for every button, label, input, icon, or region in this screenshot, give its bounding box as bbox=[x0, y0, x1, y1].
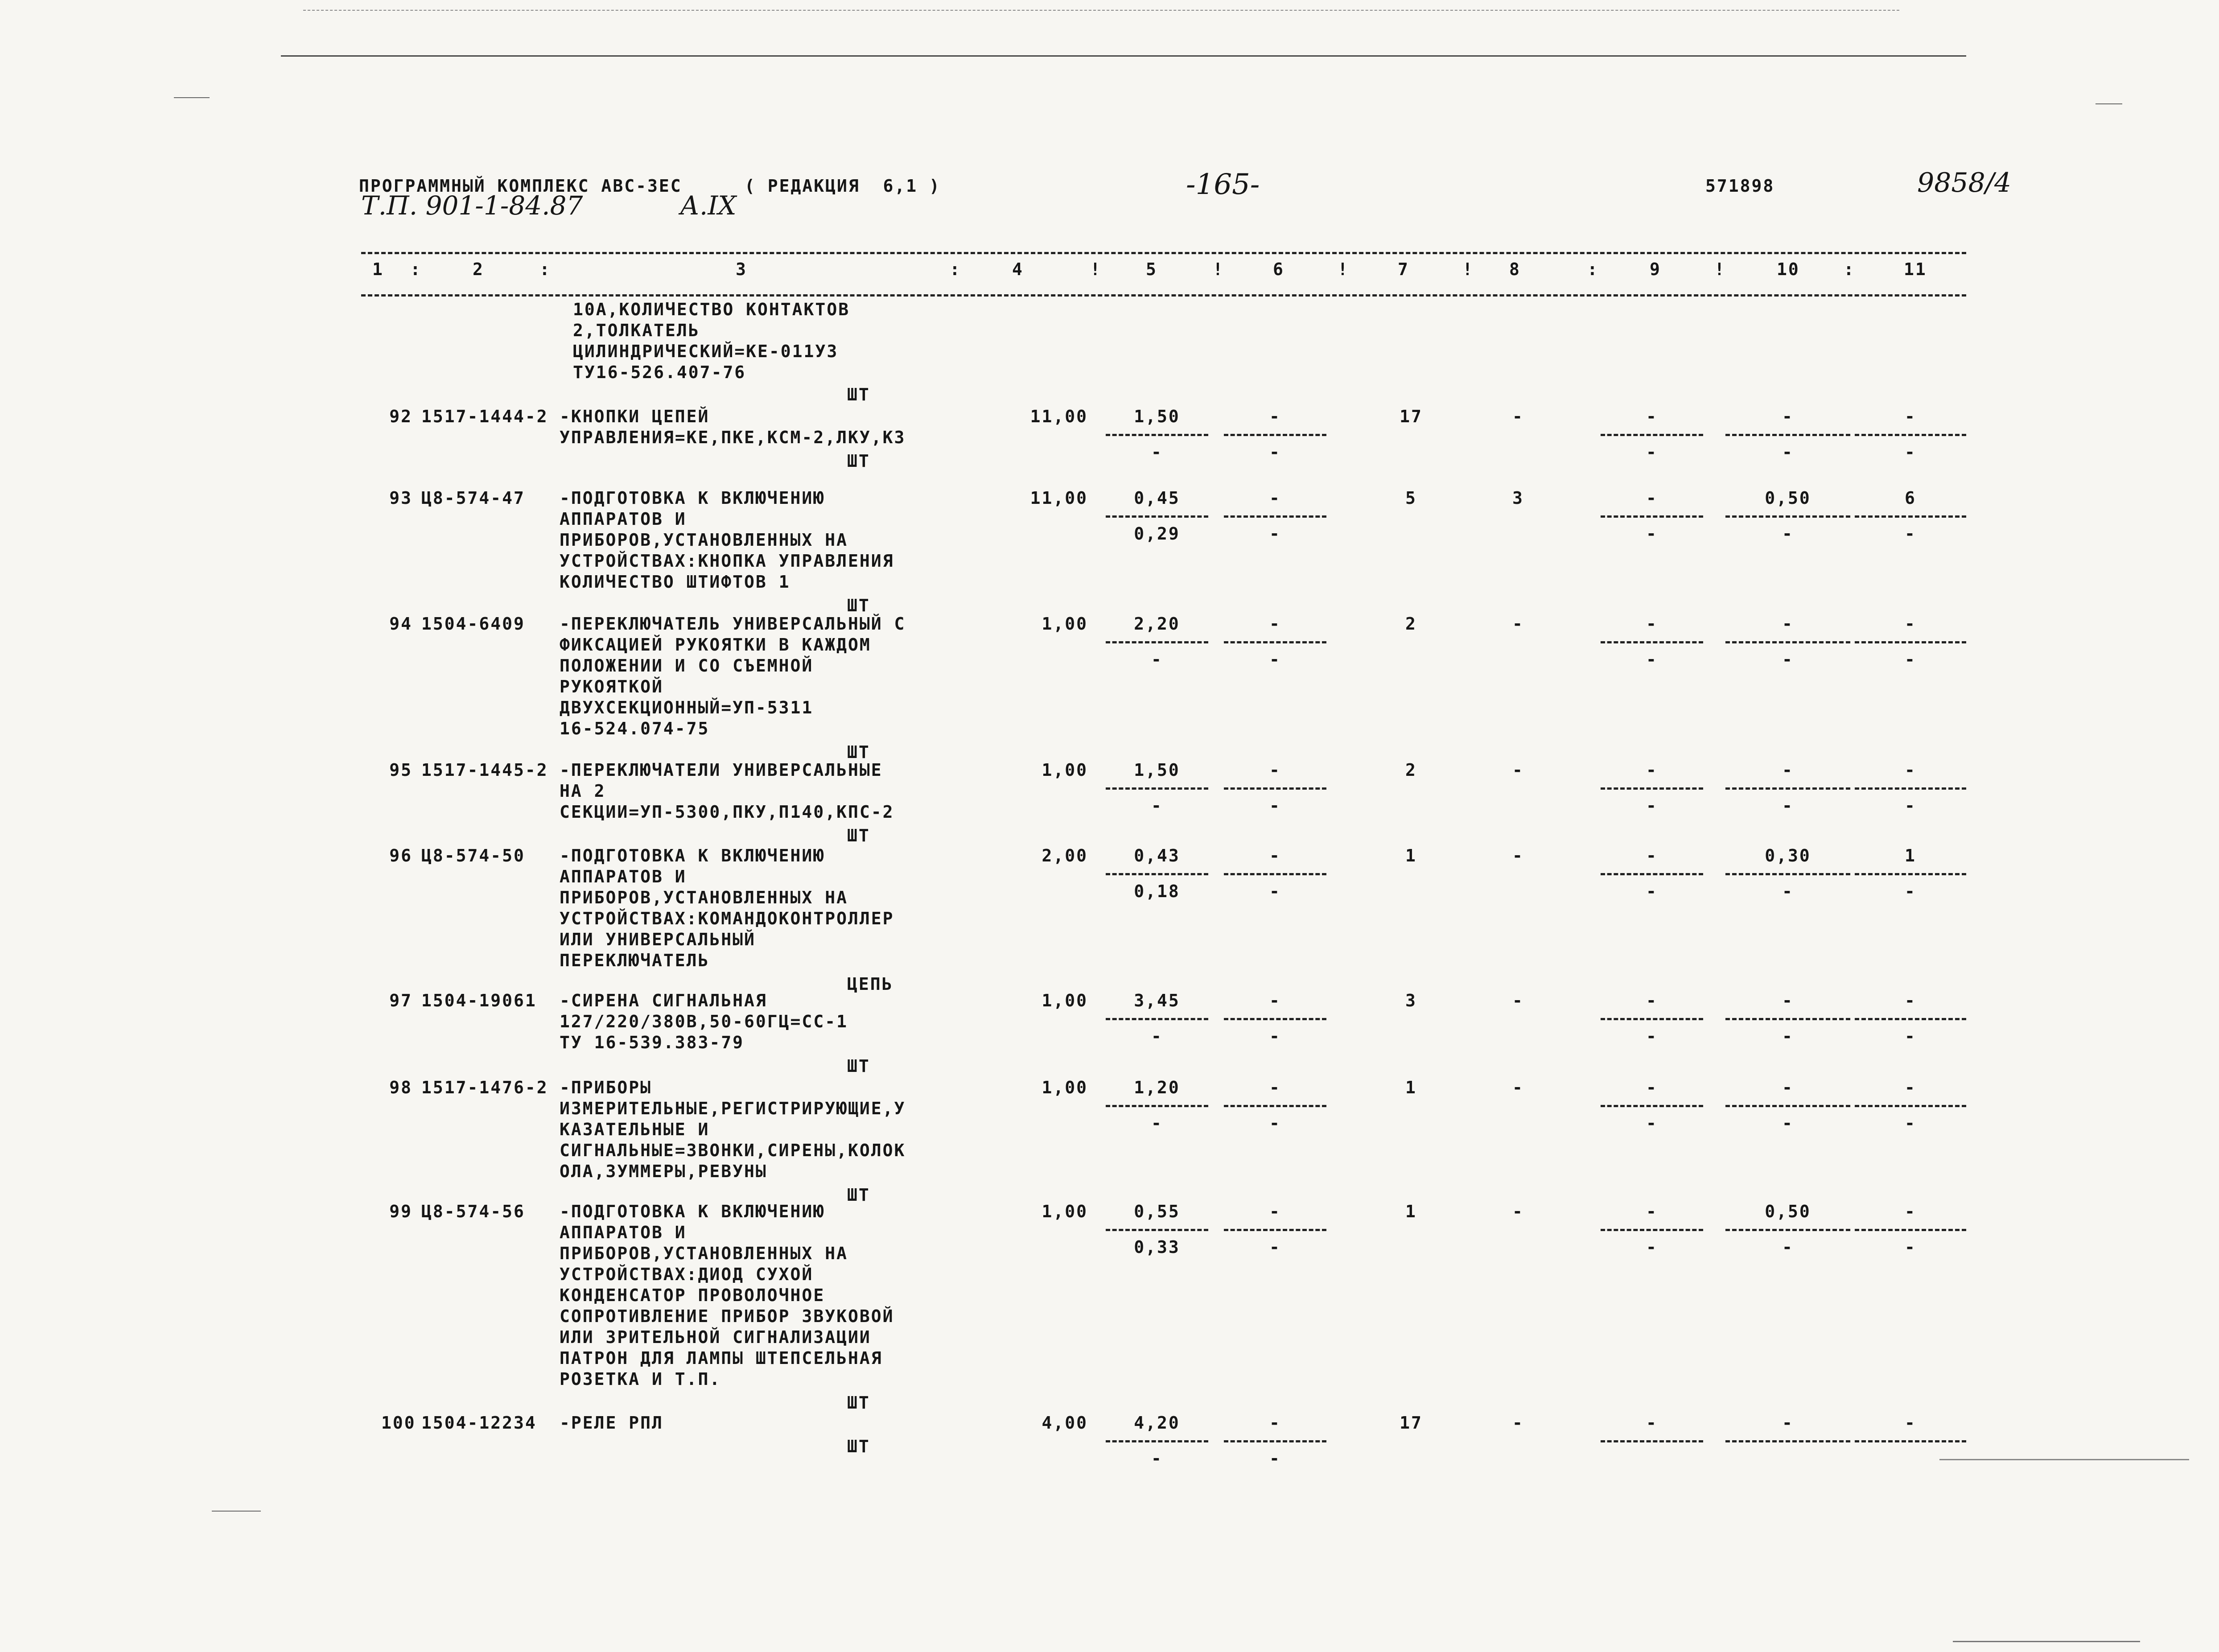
unit-label: ШТ bbox=[847, 1056, 870, 1076]
col9-sub-value: - bbox=[1646, 524, 1658, 544]
description-line: 127/220/380В,50-60ГЦ=СС-1 bbox=[560, 1012, 848, 1031]
description-line: 10А,КОЛИЧЕСТВО КОНТАКТОВ bbox=[573, 300, 850, 319]
value-underline bbox=[1855, 1440, 1966, 1442]
value-underline bbox=[1725, 1018, 1850, 1020]
col6-value: - bbox=[1269, 1078, 1281, 1097]
col6-value: - bbox=[1269, 614, 1281, 634]
col6-sub-value: - bbox=[1269, 796, 1281, 816]
col8-value: - bbox=[1512, 991, 1524, 1010]
value-underline bbox=[1224, 1440, 1326, 1442]
value-underline bbox=[1725, 1440, 1850, 1442]
col10-sub-value: - bbox=[1782, 442, 1794, 462]
value-underline bbox=[1601, 641, 1703, 643]
description-line: УСТРОЙСТВАХ:КОМАНДОКОНТРОЛЛЕР bbox=[560, 909, 894, 928]
item-code: Ц8-574-50 bbox=[421, 846, 525, 865]
col7-value: 3 bbox=[1405, 991, 1417, 1010]
col5-value: 0,55 bbox=[1134, 1202, 1180, 1221]
quantity-value: 4,00 bbox=[1042, 1413, 1088, 1433]
value-underline bbox=[1601, 1440, 1703, 1442]
item-code: 1517-1445-2 bbox=[421, 760, 548, 780]
scanned-document-page: ПРОГРАММНЫЙ КОМПЛЕКС АВС-3ЕС ( РЕДАКЦИЯ 6,1 ) -165- 571898 9858/4 Т.П. 901-1-84.87 А.IX 1 : 2 : 3 : 4 ! 5 ! 6 ! 7 ! 8 : 9 ! 10 : 11 10А,КОЛИЧЕСТВО КОНТАКТОВ 2,ТОЛКАТЕЛЬ ЦИЛИНДРИЧЕСКИЙ=КЕ-011У3 ТУ16-526.407-76 ШТ 92 1517-1444-2 -КНОПКИ ЦЕПЕЙ УПРАВЛЕНИЯ=КЕ,ПКЕ,КСМ-2,ЛКУ,КЗ ШТ 11,00 1,50 - 17 - - - - - - - - - 93 Ц8-574-47 -ПОДГОТОВКА К ВКЛЮЧЕНИЮ АППАРАТОВ И ПРИБОРОВ,УСТАНОВЛЕННЫХ НА УСТРОЙСТВАХ:КНОПКА УПРАВЛЕНИЯ КОЛИЧЕСТВО ШТИФТОВ 1 ШТ 11,00 0,45 - 5 3 - 0,50 6 0,29 - - - - 94 1504-6409 -ПЕРЕКЛЮЧАТЕЛЬ УНИВЕРСАЛЬНЫЙ С ФИКСАЦИЕЙ РУКОЯТКИ В КАЖДОМ ПОЛОЖЕНИИ И СО СЪЕМНОЙ РУКОЯТКОЙ ДВУХСЕКЦИОННЫЙ=УП-5311 16-524.074-75 ШТ 1,00 2,20 - 2 - - - - - - - - - 95 1517-1445-2 -ПЕРЕКЛЮЧАТЕЛИ УНИВЕРСАЛЬНЫЕ НА 2 СЕКЦИИ=УП-5300,ПКУ,П140,КПС-2 ШТ 1,00 1,50 - 2 - - - - - - - - - 96 Ц8-574-50 -ПОДГОТОВКА К ВКЛЮЧЕНИЮ АППАРАТОВ И ПРИБОРОВ,УСТАНОВЛЕННЫХ НА УСТРОЙСТВАХ:КОМАНДОКОНТРОЛЛЕР ИЛИ УНИВЕРСАЛЬНЫЙ ПЕРЕКЛЮЧАТЕЛЬ ЦЕПЬ 2,00 0,43 - 1 - - 0,30 1 0,18 - - - - 97 1504-19061 -СИРЕНА СИГНАЛЬНАЯ 127/220/380В,50-60ГЦ=СС-1 ТУ 16-539.383-79 ШТ 1,00 3,45 - 3 - - - - - - - - - 98 1517-1476-2 -ПРИБОРЫ ИЗМЕРИТЕЛЬНЫЕ,РЕГИСТРИРУЮЩИЕ,У КАЗАТЕЛЬНЫЕ И СИГНАЛЬНЫЕ=ЗВОНКИ,СИРЕНЫ,КОЛОК ОЛА,ЗУММЕРЫ,РЕВУНЫ ШТ 1,00 1,20 - 1 - - - - - - - - - 99 Ц8-574-56 -ПОДГОТОВКА К ВКЛЮЧЕНИЮ АППАРАТОВ И ПРИБОРОВ,УСТАНОВЛЕННЫХ НА УСТРОЙСТВАХ:ДИОД СУХОЙ КОНДЕНСАТОР ПРОВОЛОЧНОЕ СОПРОТИВЛЕНИЕ ПРИБОР ЗВУКОВОЙ ИЛИ ЗРИТЕЛЬНОЙ СИГНАЛИЗАЦИИ ПАТРОН ДЛЯ ЛАМПЫ ШТЕПСЕЛЬНАЯ РОЗЕТКА И Т.П. ШТ 1,00 0,55 - 1 - - 0,50 - 0,33 - - - - 100 1504-12234 -РЕЛЕ РПЛ ШТ 4,00 4,20 - 17 - - - - - - bbox=[0, 0, 2219, 1652]
description-line: ФИКСАЦИЕЙ РУКОЯТКИ В КАЖДОМ bbox=[560, 635, 871, 655]
col8-value: - bbox=[1512, 1078, 1524, 1097]
col6-value: - bbox=[1269, 991, 1281, 1010]
value-underline bbox=[1855, 787, 1966, 790]
description-line: -ПЕРЕКЛЮЧАТЕЛИ УНИВЕРСАЛЬНЫЕ bbox=[560, 760, 883, 780]
description-line: ИЗМЕРИТЕЛЬНЫЕ,РЕГИСТРИРУЮЩИЕ,У bbox=[560, 1099, 906, 1118]
description-line: НА 2 bbox=[560, 781, 606, 801]
col6-value: - bbox=[1269, 407, 1281, 426]
col11-sub-value: - bbox=[1905, 1026, 1916, 1046]
col6-sub-value: - bbox=[1269, 442, 1281, 462]
value-underline bbox=[1224, 641, 1326, 643]
description-line: 16-524.074-75 bbox=[560, 719, 710, 738]
col-header-4: 4 bbox=[1012, 260, 1024, 279]
col5-value: 4,20 bbox=[1134, 1413, 1180, 1433]
col-header-6: 6 bbox=[1273, 260, 1284, 279]
col9-value: - bbox=[1646, 1202, 1658, 1221]
value-underline bbox=[1601, 1229, 1703, 1231]
col5-value: 0,43 bbox=[1134, 846, 1180, 865]
col5-sub-value: - bbox=[1151, 1026, 1163, 1046]
value-underline bbox=[1725, 515, 1850, 518]
col11-value: - bbox=[1905, 1202, 1916, 1221]
edition-label: ( РЕДАКЦИЯ 6,1 ) bbox=[745, 176, 941, 196]
description-line: КАЗАТЕЛЬНЫЕ И bbox=[560, 1120, 710, 1139]
col9-value: - bbox=[1646, 407, 1658, 426]
col5-sub-value: - bbox=[1151, 796, 1163, 816]
value-underline bbox=[1106, 787, 1208, 790]
col11-value: - bbox=[1905, 991, 1916, 1010]
col5-sub-value: - bbox=[1151, 1113, 1163, 1133]
col5-value: 1,50 bbox=[1134, 407, 1180, 426]
value-underline bbox=[1224, 1105, 1326, 1107]
col10-sub-value: - bbox=[1782, 524, 1794, 544]
col6-value: - bbox=[1269, 1202, 1281, 1221]
value-underline bbox=[1725, 641, 1850, 643]
quantity-value: 1,00 bbox=[1042, 991, 1088, 1010]
col7-value: 5 bbox=[1405, 488, 1417, 508]
description-line: ОЛА,ЗУММЕРЫ,РЕВУНЫ bbox=[560, 1162, 767, 1181]
item-number: 93 bbox=[389, 488, 412, 508]
description-line: 2,ТОЛКАТЕЛЬ bbox=[573, 321, 700, 340]
value-underline bbox=[1855, 1229, 1966, 1231]
item-number: 96 bbox=[389, 846, 412, 865]
item-number: 95 bbox=[389, 760, 412, 780]
col11-value: 6 bbox=[1905, 488, 1916, 508]
col10-sub-value: - bbox=[1782, 1237, 1794, 1257]
description-line: -ПРИБОРЫ bbox=[560, 1078, 652, 1097]
description-line: РОЗЕТКА И Т.П. bbox=[560, 1369, 721, 1389]
col5-sub-value: 0,33 bbox=[1134, 1237, 1180, 1257]
col11-value: 1 bbox=[1905, 846, 1916, 865]
col11-value: - bbox=[1905, 1078, 1916, 1097]
value-underline bbox=[1106, 1018, 1208, 1020]
description-line: ДВУХСЕКЦИОННЫЙ=УП-5311 bbox=[560, 698, 814, 717]
col9-value: - bbox=[1646, 846, 1658, 865]
description-line: ЦИЛИНДРИЧЕСКИЙ=КЕ-011У3 bbox=[573, 342, 839, 361]
value-underline bbox=[1855, 434, 1966, 436]
value-underline bbox=[1601, 787, 1703, 790]
col9-value: - bbox=[1646, 760, 1658, 780]
col11-sub-value: - bbox=[1905, 1113, 1916, 1133]
item-code: Ц8-574-47 bbox=[421, 488, 525, 508]
description-line: ПОЛОЖЕНИИ И СО СЪЕМНОЙ bbox=[560, 656, 814, 676]
col8-value: - bbox=[1512, 407, 1524, 426]
description-line: ПЕРЕКЛЮЧАТЕЛЬ bbox=[560, 951, 710, 970]
col7-value: 1 bbox=[1405, 846, 1417, 865]
value-underline bbox=[1725, 787, 1850, 790]
col9-sub-value: - bbox=[1646, 1026, 1658, 1046]
description-line: СИГНАЛЬНЫЕ=ЗВОНКИ,СИРЕНЫ,КОЛОК bbox=[560, 1141, 906, 1160]
col10-sub-value: - bbox=[1782, 1113, 1794, 1133]
quantity-value: 1,00 bbox=[1042, 1202, 1088, 1221]
quantity-value: 11,00 bbox=[1030, 407, 1088, 426]
col5-value: 0,45 bbox=[1134, 488, 1180, 508]
quantity-value: 1,00 bbox=[1042, 614, 1088, 634]
unit-label: ШТ bbox=[847, 596, 870, 615]
scan-mark bbox=[212, 1511, 261, 1512]
description-line: ПАТРОН ДЛЯ ЛАМПЫ ШТЕПСЕЛЬНАЯ bbox=[560, 1348, 883, 1368]
col7-value: 17 bbox=[1400, 407, 1423, 426]
value-underline bbox=[1855, 515, 1966, 518]
col5-value: 3,45 bbox=[1134, 991, 1180, 1010]
col-header-7: 7 bbox=[1398, 260, 1409, 279]
description-line: ПРИБОРОВ,УСТАНОВЛЕННЫХ НА bbox=[560, 530, 848, 550]
col6-value: - bbox=[1269, 488, 1281, 508]
col11-sub-value: - bbox=[1905, 524, 1916, 544]
col8-value: 3 bbox=[1512, 488, 1524, 508]
quantity-value: 11,00 bbox=[1030, 488, 1088, 508]
value-underline bbox=[1106, 1105, 1208, 1107]
description-line: ТУ16-526.407-76 bbox=[573, 363, 746, 382]
description-line: -ПОДГОТОВКА К ВКЛЮЧЕНИЮ bbox=[560, 1202, 825, 1221]
value-underline bbox=[1725, 1229, 1850, 1231]
col10-value: - bbox=[1782, 614, 1794, 634]
col6-sub-value: - bbox=[1269, 882, 1281, 901]
col6-value: - bbox=[1269, 760, 1281, 780]
col10-value: - bbox=[1782, 760, 1794, 780]
description-line: РУКОЯТКОЙ bbox=[560, 677, 663, 696]
scan-mark bbox=[1939, 1459, 2189, 1460]
header-rule-bottom bbox=[361, 294, 1966, 297]
col5-sub-value: - bbox=[1151, 442, 1163, 462]
description-line: СОПРОТИВЛЕНИЕ ПРИБОР ЗВУКОВОЙ bbox=[560, 1306, 894, 1326]
value-underline bbox=[1725, 434, 1850, 436]
col11-value: - bbox=[1905, 760, 1916, 780]
col10-value: 0,30 bbox=[1765, 846, 1811, 865]
col5-value: 1,20 bbox=[1134, 1078, 1180, 1097]
page-number: -165- bbox=[1186, 168, 1260, 201]
description-line: СЕКЦИИ=УП-5300,ПКУ,П140,КПС-2 bbox=[560, 802, 894, 822]
description-line: ИЛИ УНИВЕРСАЛЬНЫЙ bbox=[560, 930, 756, 949]
col6-sub-value: - bbox=[1269, 1449, 1281, 1468]
description-line: -ПЕРЕКЛЮЧАТЕЛЬ УНИВЕРСАЛЬНЫЙ С bbox=[560, 614, 906, 634]
col6-sub-value: - bbox=[1269, 1026, 1281, 1046]
unit-label: ШТ bbox=[847, 451, 870, 471]
col9-sub-value: - bbox=[1646, 442, 1658, 462]
col9-value: - bbox=[1646, 1078, 1658, 1097]
scan-edge-line bbox=[303, 10, 1899, 11]
description-line: -СИРЕНА СИГНАЛЬНАЯ bbox=[560, 991, 767, 1010]
description-line: КОНДЕНСАТОР ПРОВОЛОЧНОЕ bbox=[560, 1285, 825, 1305]
col10-sub-value: - bbox=[1782, 650, 1794, 669]
col9-sub-value: - bbox=[1646, 1113, 1658, 1133]
description-line: КОЛИЧЕСТВО ШТИФТОВ 1 bbox=[560, 572, 790, 592]
description-line: УСТРОЙСТВАХ:ДИОД СУХОЙ bbox=[560, 1265, 814, 1284]
col5-sub-value: 0,18 bbox=[1134, 882, 1180, 901]
description-line: УСТРОЙСТВАХ:КНОПКА УПРАВЛЕНИЯ bbox=[560, 551, 894, 571]
description-line: ПРИБОРОВ,УСТАНОВЛЕННЫХ НА bbox=[560, 1244, 848, 1263]
col8-value: - bbox=[1512, 1202, 1524, 1221]
col11-sub-value: - bbox=[1905, 882, 1916, 901]
unit-label: ШТ bbox=[847, 1393, 870, 1413]
col11-value: - bbox=[1905, 614, 1916, 634]
description-line: -КНОПКИ ЦЕПЕЙ bbox=[560, 407, 710, 426]
unit-label: ШТ bbox=[847, 742, 870, 762]
value-underline bbox=[1224, 1229, 1326, 1231]
album-code: А.IX bbox=[680, 190, 737, 221]
description-line: -ПОДГОТОВКА К ВКЛЮЧЕНИЮ bbox=[560, 488, 825, 508]
col11-value: - bbox=[1905, 407, 1916, 426]
col-header-8: 8 bbox=[1509, 260, 1521, 279]
item-number: 92 bbox=[389, 407, 412, 426]
col9-value: - bbox=[1646, 614, 1658, 634]
value-underline bbox=[1224, 515, 1326, 518]
col5-sub-value: 0,29 bbox=[1134, 524, 1180, 544]
value-underline bbox=[1855, 1105, 1966, 1107]
item-code: 1504-12234 bbox=[421, 1413, 537, 1433]
value-underline bbox=[1106, 1229, 1208, 1231]
col10-value: - bbox=[1782, 1413, 1794, 1433]
document-number: 571898 bbox=[1705, 176, 1775, 196]
col10-value: 0,50 bbox=[1765, 1202, 1811, 1221]
value-underline bbox=[1106, 873, 1208, 875]
description-line: -РЕЛЕ РПЛ bbox=[560, 1413, 663, 1433]
col7-value: 2 bbox=[1405, 614, 1417, 634]
quantity-value: 2,00 bbox=[1042, 846, 1088, 865]
col9-sub-value: - bbox=[1646, 650, 1658, 669]
value-underline bbox=[1224, 873, 1326, 875]
description-line: ТУ 16-539.383-79 bbox=[560, 1033, 745, 1052]
unit-label: ЦЕПЬ bbox=[847, 974, 893, 994]
unit-label: ШТ bbox=[847, 826, 870, 845]
value-underline bbox=[1601, 873, 1703, 875]
item-code: 1517-1444-2 bbox=[421, 407, 548, 426]
col10-value: - bbox=[1782, 1078, 1794, 1097]
col9-sub-value: - bbox=[1646, 1237, 1658, 1257]
col6-sub-value: - bbox=[1269, 1113, 1281, 1133]
col-header-2: 2 bbox=[473, 260, 484, 279]
col7-value: 17 bbox=[1400, 1413, 1423, 1433]
item-code: 1517-1476-2 bbox=[421, 1078, 548, 1097]
item-number: 100 bbox=[381, 1413, 416, 1433]
value-underline bbox=[1601, 515, 1703, 518]
col6-sub-value: - bbox=[1269, 1237, 1281, 1257]
col9-sub-value: - bbox=[1646, 796, 1658, 816]
col10-sub-value: - bbox=[1782, 796, 1794, 816]
item-code: 1504-19061 bbox=[421, 991, 537, 1010]
scan-mark bbox=[174, 97, 210, 98]
col10-sub-value: - bbox=[1782, 1026, 1794, 1046]
value-underline bbox=[1601, 1018, 1703, 1020]
quantity-value: 1,00 bbox=[1042, 760, 1088, 780]
col7-value: 1 bbox=[1405, 1202, 1417, 1221]
description-line: -ПОДГОТОВКА К ВКЛЮЧЕНИЮ bbox=[560, 846, 825, 865]
value-underline bbox=[1106, 434, 1208, 436]
description-line: АППАРАТОВ И bbox=[560, 867, 687, 886]
col5-sub-value: - bbox=[1151, 650, 1163, 669]
col10-value: - bbox=[1782, 991, 1794, 1010]
value-underline bbox=[1106, 1440, 1208, 1442]
unit-label: ШТ bbox=[847, 385, 870, 404]
col10-sub-value: - bbox=[1782, 882, 1794, 901]
scan-mark bbox=[2095, 103, 2122, 104]
value-underline bbox=[1224, 787, 1326, 790]
unit-label: ШТ bbox=[847, 1437, 870, 1456]
description-line: УПРАВЛЕНИЯ=КЕ,ПКЕ,КСМ-2,ЛКУ,КЗ bbox=[560, 428, 906, 447]
tp-code: Т.П. 901-1-84.87 bbox=[361, 190, 583, 221]
col9-value: - bbox=[1646, 991, 1658, 1010]
value-underline bbox=[1106, 515, 1208, 518]
col9-sub-value: - bbox=[1646, 882, 1658, 901]
col-header-11: 11 bbox=[1904, 260, 1927, 279]
col11-sub-value: - bbox=[1905, 796, 1916, 816]
value-underline bbox=[1855, 641, 1966, 643]
item-number: 94 bbox=[389, 614, 412, 634]
col6-sub-value: - bbox=[1269, 650, 1281, 669]
col10-value: - bbox=[1782, 407, 1794, 426]
scan-mark bbox=[1953, 1641, 2140, 1642]
col11-sub-value: - bbox=[1905, 650, 1916, 669]
value-underline bbox=[1855, 873, 1966, 875]
value-underline bbox=[1106, 641, 1208, 643]
col6-value: - bbox=[1269, 1413, 1281, 1433]
col5-sub-value: - bbox=[1151, 1449, 1163, 1468]
col5-value: 2,20 bbox=[1134, 614, 1180, 634]
description-line: АППАРАТОВ И bbox=[560, 1223, 687, 1242]
item-code: 1504-6409 bbox=[421, 614, 525, 634]
col9-value: - bbox=[1646, 488, 1658, 508]
description-line: ПРИБОРОВ,УСТАНОВЛЕННЫХ НА bbox=[560, 888, 848, 907]
col10-value: 0,50 bbox=[1765, 488, 1811, 508]
col-header-3: 3 bbox=[736, 260, 747, 279]
col8-value: - bbox=[1512, 614, 1524, 634]
col-header-5: 5 bbox=[1146, 260, 1157, 279]
header-rule-top bbox=[361, 252, 1966, 254]
item-number: 97 bbox=[389, 991, 412, 1010]
col9-value: - bbox=[1646, 1413, 1658, 1433]
sheet-reference: 9858/4 bbox=[1917, 167, 2012, 198]
value-underline bbox=[1601, 1105, 1703, 1107]
value-underline bbox=[1725, 873, 1850, 875]
item-number: 99 bbox=[389, 1202, 412, 1221]
value-underline bbox=[1725, 1105, 1850, 1107]
col8-value: - bbox=[1512, 1413, 1524, 1433]
col11-value: - bbox=[1905, 1413, 1916, 1433]
unit-label: ШТ bbox=[847, 1185, 870, 1205]
description-line: ИЛИ ЗРИТЕЛЬНОЙ СИГНАЛИЗАЦИИ bbox=[560, 1327, 871, 1347]
col6-sub-value: - bbox=[1269, 524, 1281, 544]
col-header-10: 10 bbox=[1777, 260, 1800, 279]
item-code: Ц8-574-56 bbox=[421, 1202, 525, 1221]
value-underline bbox=[1224, 1018, 1326, 1020]
col7-value: 1 bbox=[1405, 1078, 1417, 1097]
value-underline bbox=[1855, 1018, 1966, 1020]
col11-sub-value: - bbox=[1905, 442, 1916, 462]
scan-edge-line bbox=[281, 55, 1966, 57]
col-header-1: 1 bbox=[372, 260, 384, 279]
program-title: ПРОГРАММНЫЙ КОМПЛЕКС АВС-3ЕС bbox=[359, 176, 682, 196]
quantity-value: 1,00 bbox=[1042, 1078, 1088, 1097]
col-header-9: 9 bbox=[1650, 260, 1661, 279]
value-underline bbox=[1224, 434, 1326, 436]
col5-value: 1,50 bbox=[1134, 760, 1180, 780]
description-line: АППАРАТОВ И bbox=[560, 509, 687, 529]
col6-value: - bbox=[1269, 846, 1281, 865]
item-number: 98 bbox=[389, 1078, 412, 1097]
col11-sub-value: - bbox=[1905, 1237, 1916, 1257]
col8-value: - bbox=[1512, 760, 1524, 780]
value-underline bbox=[1601, 434, 1703, 436]
col7-value: 2 bbox=[1405, 760, 1417, 780]
col8-value: - bbox=[1512, 846, 1524, 865]
